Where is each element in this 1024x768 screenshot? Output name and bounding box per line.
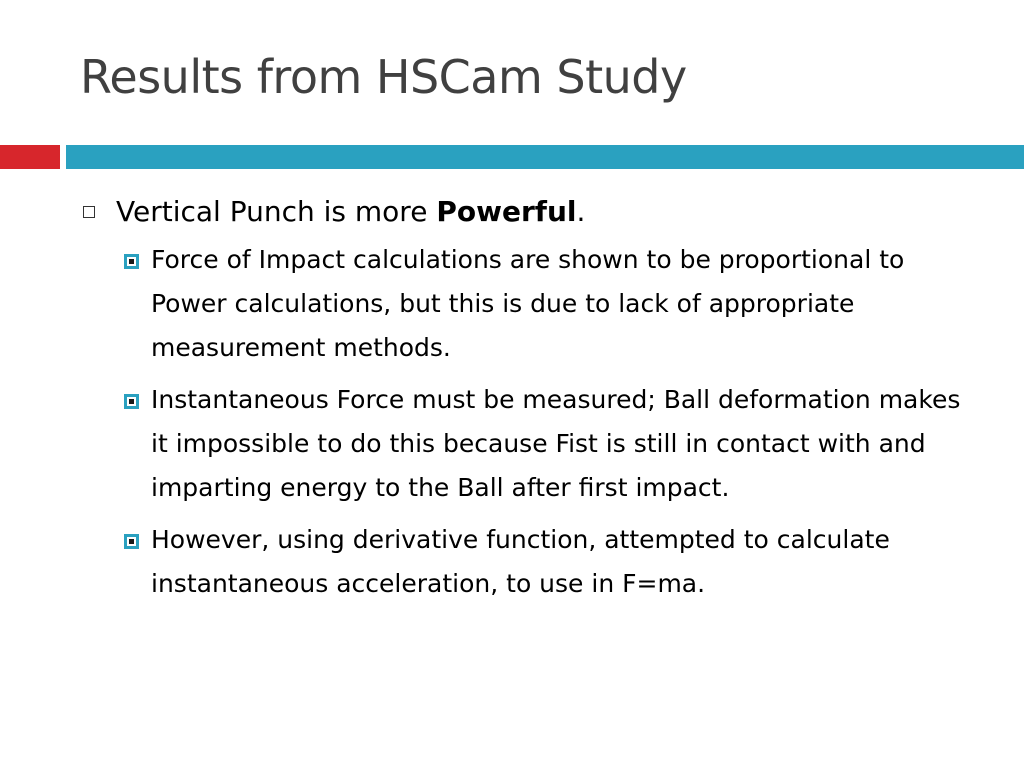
sub-bullet-item bbox=[80, 518, 980, 606]
sub-bullet-list bbox=[80, 238, 980, 606]
bullet-text-before-bold: Vertical Punch is more bbox=[116, 195, 437, 228]
sub-bullet-text: However, using derivative function, attempted to calculate instantaneous acceleration, to use in F=ma. bbox=[151, 525, 890, 598]
slide-title: Results from HSCam Study bbox=[80, 50, 687, 104]
sub-bullet-item bbox=[80, 378, 980, 510]
red-accent-bar bbox=[0, 145, 60, 169]
sub-bullet-item bbox=[80, 238, 980, 370]
bullet-level-1-text bbox=[116, 195, 585, 228]
teal-square-bullet-icon bbox=[124, 534, 139, 549]
slide-content bbox=[80, 192, 980, 614]
bullet-bold-text: Powerful bbox=[436, 195, 577, 228]
teal-square-bullet-icon bbox=[124, 254, 139, 269]
bullet-level-1 bbox=[80, 192, 980, 232]
sub-bullet-text: Instantaneous Force must be measured; Ball deformation makes it impossible to do this because Fist is still in contact with and imparting energy to the Ball after first impact. bbox=[151, 385, 961, 502]
sub-bullet-text: Force of Impact calculations are shown to be proportional to Power calculations, but this is due to lack of appropriate measurement methods. bbox=[151, 245, 905, 362]
teal-accent-bar bbox=[66, 145, 1024, 169]
teal-square-bullet-icon bbox=[124, 394, 139, 409]
bullet-text-after-bold: . bbox=[576, 195, 586, 228]
hollow-square-icon bbox=[83, 206, 95, 218]
